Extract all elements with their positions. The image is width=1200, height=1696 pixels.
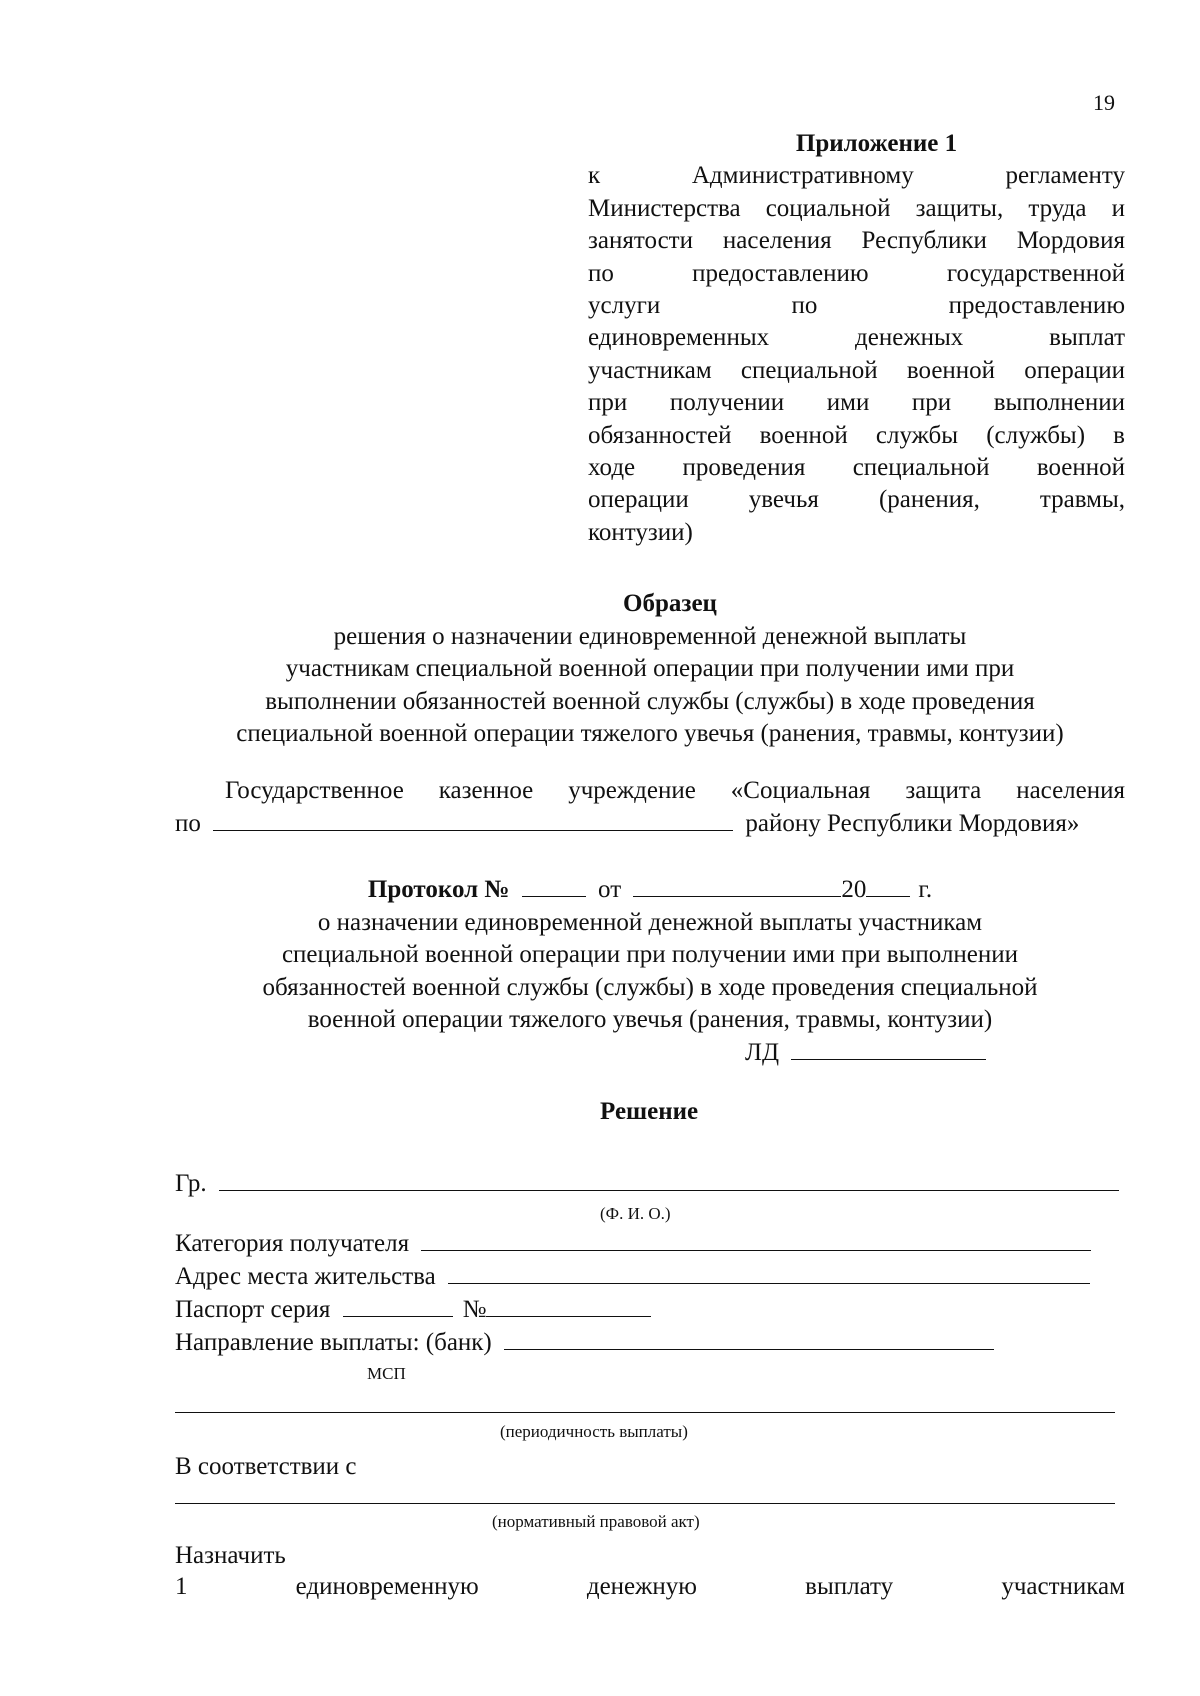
appendix-line: по предоставлению государственной [588,259,1125,287]
appendix-line: обязанностей военной службы (службы) в [588,421,1125,449]
sample-line: решения о назначении единовременной денежной выплаты [333,622,967,650]
legal-act-caption: (нормативный правовой акт) [492,1512,700,1531]
passport-label: Паспорт серия [175,1296,331,1323]
sample-line: выполнении обязанностей военной службы (службы) в ходе проведения [265,687,1035,715]
district-field[interactable] [213,808,733,831]
appendix-line: участникам специальной военной операции [588,356,1125,384]
sample-line: специальной военной операции тяжелого увечья (ранения, травмы, контузии) [236,720,1064,747]
ld-label: ЛД [745,1038,780,1066]
appendix-line: при получении ими при выполнении [588,389,1125,417]
address-row [175,1261,1090,1292]
institution-prefix: по [175,810,201,837]
appendix-line: занятости населения Республики Мордовия [588,227,1125,255]
passport-number-field[interactable] [486,1294,651,1317]
page-number: 19 [1093,90,1115,115]
institution-district-line [175,807,1125,840]
number-sign: № [462,1296,487,1323]
msp-caption: МСП [367,1364,406,1383]
institution-suffix: району Республики Мордовия» [745,810,1080,837]
appendix-line: услуги по предоставлению [588,291,1125,319]
final-line [175,1573,1125,1601]
passport-row [175,1294,651,1325]
appendix-line: к Административному регламенту [588,162,1125,190]
protocol-number-field[interactable] [522,874,586,897]
passport-series-field[interactable] [343,1294,453,1317]
protocol-from: от [598,876,622,903]
appendix-line: Министерства социальной защиты, труда и [588,194,1125,222]
appendix-block [588,128,1125,549]
protocol-year-field[interactable] [866,874,910,897]
category-label: Категория получателя [175,1230,410,1257]
protocol-date-field[interactable] [633,874,841,897]
sample-line: участникам специальной военной операции при получении ими при [285,655,1015,682]
final-word: единовременную [295,1573,479,1600]
appendix-line: ходе проведения специальной военной [588,453,1125,481]
periodicity-caption: (периодичность выплаты) [500,1422,688,1441]
address-label: Адрес места жительства [175,1263,436,1290]
citizen-row [175,1168,1119,1199]
appendix-line: контузии) [588,518,693,546]
protocol-block [175,874,1125,1069]
ld-line [175,1037,1125,1070]
protocol-header [175,874,1125,907]
appendix-line: операции увечья (ранения, травмы, [588,486,1125,514]
payment-direction-row [175,1327,994,1358]
citizen-fio-field[interactable] [219,1168,1119,1191]
institution-line: Государственное казенное учреждение «Социальная защита населения [225,777,1125,804]
address-field[interactable] [448,1261,1090,1284]
appendix-title: Приложение 1 [795,130,958,157]
assign-label: Назначить [175,1542,286,1569]
final-word: 1 [175,1573,188,1600]
periodicity-field[interactable] [175,1412,1115,1413]
payment-bank-field[interactable] [504,1327,994,1350]
sample-title: Образец [623,590,717,617]
final-word: участникам [1001,1573,1125,1600]
accordance-label: В соответствии с [175,1453,357,1480]
protocol-line: военной операции тяжелого увечья (ранения, травмы, контузии) [307,1006,993,1033]
final-word: выплату [805,1573,894,1600]
protocol-line: о назначении единовременной денежной выплаты участникам [317,908,983,936]
appendix-line: единовременных денежных выплат [588,324,1125,352]
ld-field[interactable] [791,1037,986,1060]
fio-caption: (Ф. И. О.) [600,1204,671,1223]
final-word: денежную [586,1573,697,1600]
protocol-line: обязанностей военной службы (службы) в ходе проведения специальной [262,973,1038,1001]
category-row [175,1228,1091,1259]
protocol-year-prefix: 20 [841,876,867,903]
citizen-label: Гр. [175,1170,207,1197]
legal-act-field[interactable] [175,1503,1115,1504]
institution-block [175,774,1125,840]
protocol-label: Протокол № [367,876,510,903]
payment-direction-label: Направление выплаты: (банк) [175,1329,492,1356]
protocol-year-suffix: г. [918,876,933,903]
sample-block [175,588,1125,751]
protocol-line: специальной военной операции при получении ими при выполнении [281,941,1019,968]
category-field[interactable] [421,1228,1091,1251]
decision-title: Решение [600,1098,699,1125]
